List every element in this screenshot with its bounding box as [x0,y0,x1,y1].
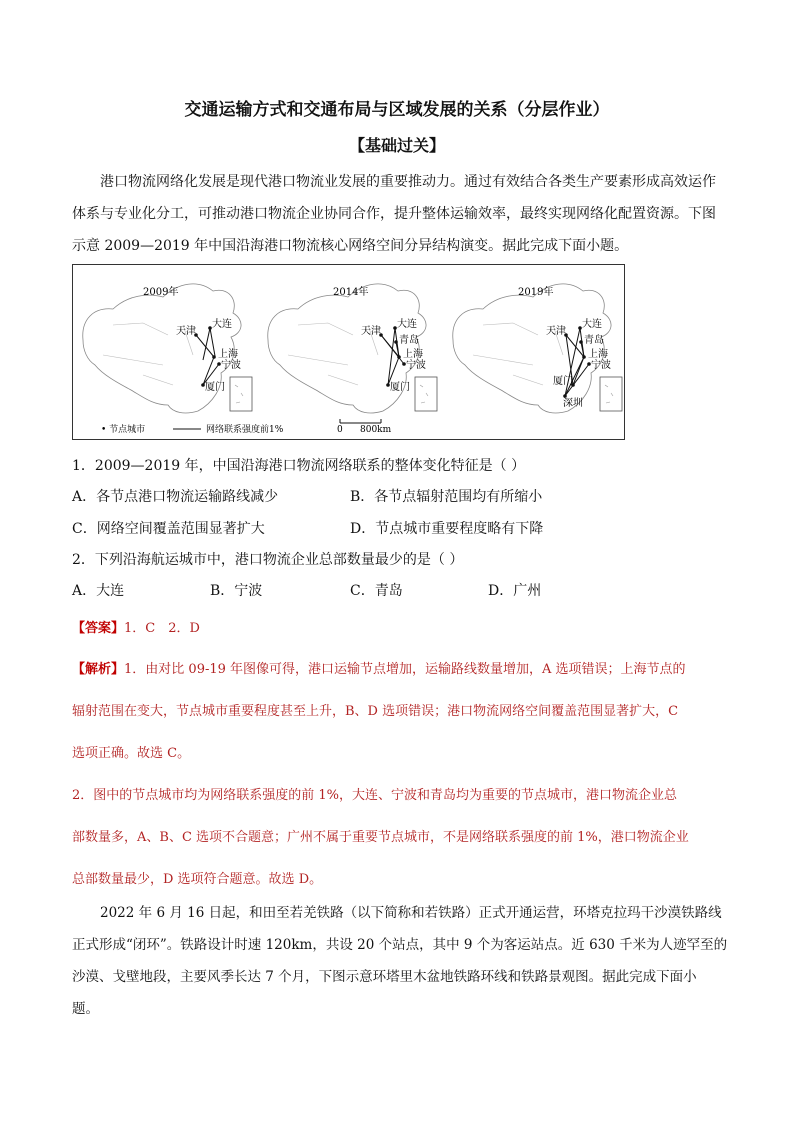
question-2-option-d: D．广州 [488,583,542,599]
city-label: 青岛 [584,335,604,346]
city-label: 上海 [218,349,238,360]
analysis-paragraph-1 [72,649,724,775]
city-label: 大连 [582,319,602,330]
answer-label: 【答案】 [72,621,125,636]
passage-line: 沙漠、戈壁地段，主要风季长达 7 个月，下图示意环塔里木盆地铁路环线和铁路景观图。据此完成下面小 [72,969,697,985]
question-2-option-c: C．青岛 [350,583,403,599]
map-2014 [268,284,437,413]
intro-line: 体系与专业化分工，可推动港口物流企业协同合作，提升整体运输效率，最终实现网络化配置资源。下图 [72,206,716,222]
legend-node-label: • 节点城市 [101,425,146,435]
city-label: 天津 [546,326,566,337]
answer-line [72,617,200,636]
city-label: 厦门 [390,382,410,393]
map-2019 [453,284,622,413]
question-2-option-b: B．宁波 [210,583,263,599]
answer-text: 1．C 2．D [124,621,200,636]
page-title: 交通运输方式和交通布局与区域发展的关系（分层作业） [184,100,610,120]
city-label: 上海 [403,349,423,360]
city-label: 宁波 [406,360,426,371]
question-1-option-c: C．网络空间覆盖范围显著扩大 [72,521,265,537]
city-label: 宁波 [591,360,611,371]
city-label: 大连 [397,319,417,330]
question-2-stem: 2．下列沿海航运城市中，港口物流企业总部数量最少的是（ ） [72,552,464,568]
passage-line: 题。 [72,1001,99,1017]
question-1-stem: 1．2009—2019 年，中国沿海港口物流网络联系的整体变化特征是（ ） [72,458,526,474]
city-label: 青岛 [399,335,419,346]
passage-line: 2022 年 6 月 16 日起，和田至若羌铁路（以下简称和若铁路）正式开通运营，环塔克拉玛干沙漠铁路线 [100,905,722,921]
map-year-label: 2014年 [333,287,369,298]
intro-paragraph [72,166,724,262]
analysis-paragraph-2 [72,775,724,901]
map-2009 [83,284,252,413]
question-1-option-d: D．节点城市重要程度略有下降 [350,521,544,537]
city-label: 厦门 [553,376,573,387]
question-1-option-b: B．各节点辐射范围均有所缩小 [350,489,543,505]
analysis-label: 【解析】 [72,662,125,677]
city-label: 天津 [361,326,381,337]
analysis-line: 总部数量最少，D 选项符合题意。故选 D。 [72,872,323,887]
passage-line: 正式形成“闭环”。铁路设计时速 120km，共设 20 个站点，其中 9 个为客运站点。近 630 千米为人迹罕至的 [72,937,728,953]
intro-line: 示意 2009—2019 年中国沿海港口物流核心网络空间分异结构演变。据此完成下面小题。 [72,238,629,254]
analysis-line: 2．图中的节点城市均为网络联系强度的前 1%，大连、宁波和青岛均为重要的节点城市，港口物流企业总 [72,788,678,803]
city-label: 厦门 [205,382,225,393]
analysis-line: 选项正确。故选 C。 [72,746,191,761]
section-heading: 【基础过关】 [348,136,445,155]
city-label: 大连 [212,319,232,330]
city-label: 上海 [588,349,608,360]
scale-km: 800km [360,425,392,435]
city-label: 深圳 [563,398,583,409]
analysis-line: 部数量多，A、B、C 选项不合题意；广州不属于重要节点城市，不是网络联系强度的前 1%，港口物流企业 [72,830,689,845]
intro-line: 港口物流网络化发展是现代港口物流业发展的重要推动力。通过有效结合各类生产要素形成高效运作 [100,174,716,190]
analysis-line: 辐射范围在变大，节点城市重要程度甚至上升，B、D 选项错误；港口物流网络空间覆盖范围显著扩大，C [72,704,679,719]
scale-zero: 0 [337,425,343,435]
map-year-label: 2019年 [518,287,554,298]
legend-line-label: 网络联系强度前1% [206,425,284,435]
question-2-option-a: A．大连 [72,583,125,599]
city-label: 天津 [176,326,196,337]
map-figure [72,264,625,440]
map-figure-svg [73,265,626,441]
analysis-line: 【解析】1．由对比 09-19 年图像可得，港口运输节点增加，运输路线数量增加，A 选项错误；上海节点的 [72,662,686,677]
passage-2 [72,897,728,1025]
city-label: 宁波 [221,360,241,371]
question-1-option-a: A．各节点港口物流运输路线减少 [72,489,279,505]
map-year-label: 2009年 [143,287,179,298]
